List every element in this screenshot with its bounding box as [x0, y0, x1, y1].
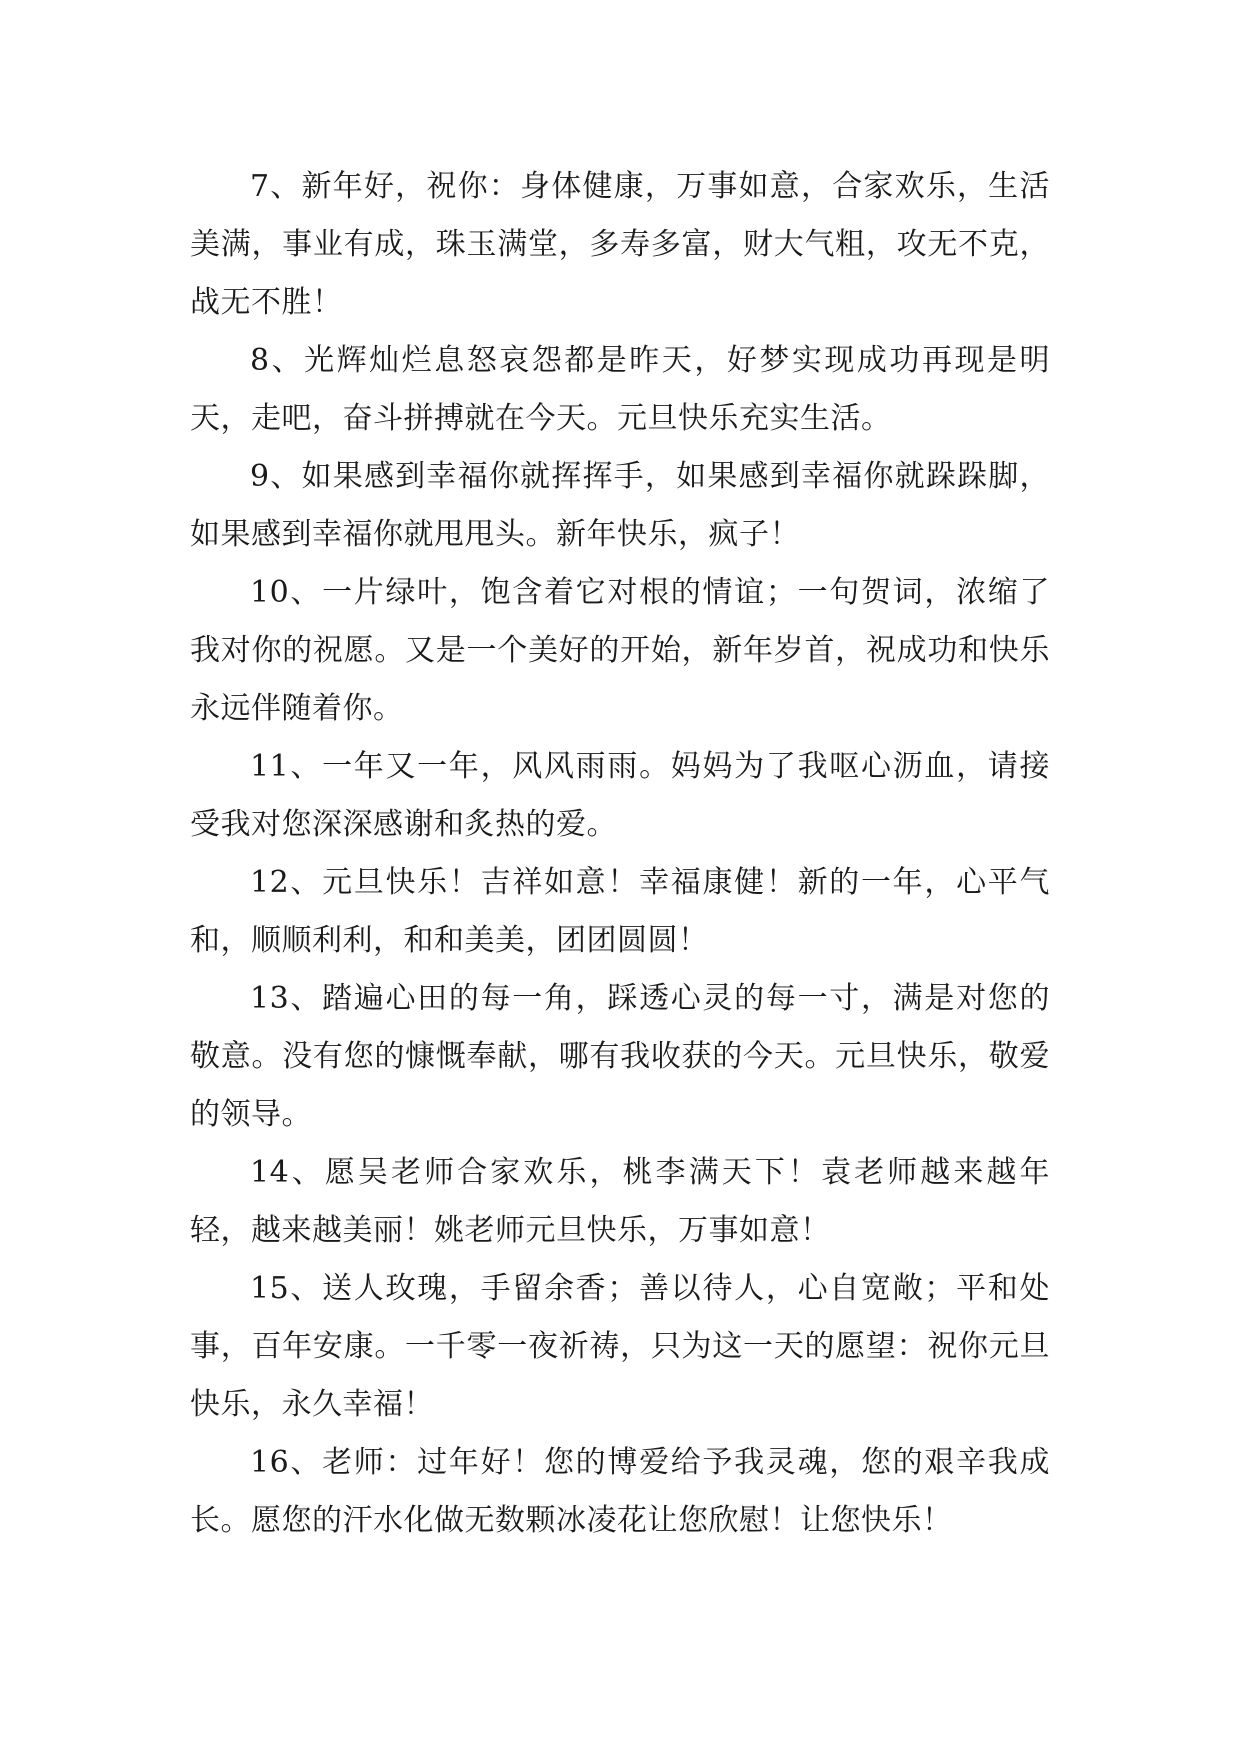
paragraph-11: 11、一年又一年，风风雨雨。妈妈为了我呕心沥血，请接受我对您深深感谢和炙热的爱。	[190, 749, 1050, 842]
document-page	[190, 158, 1050, 1550]
paragraph-13: 13、踏遍心田的每一角，踩透心灵的每一寸，满是对您的敬意。没有您的慷慨奉献，哪有我收获的今天。元旦快乐，敬爱的领导。	[190, 981, 1050, 1132]
paragraph-15: 15、送人玫瑰，手留余香；善以待人，心自宽敞；平和处事，百年安康。一千零一夜祈祷，只为这一天的愿望：祝你元旦快乐，永久幸福！	[190, 1271, 1050, 1422]
paragraph-10: 10、一片绿叶，饱含着它对根的情谊；一句贺词，浓缩了我对你的祝愿。又是一个美好的开始，新年岁首，祝成功和快乐永远伴随着你。	[190, 575, 1050, 726]
paragraph-7: 7、新年好，祝你：身体健康，万事如意，合家欢乐，生活美满，事业有成，珠玉满堂，多寿多富，财大气粗，攻无不克，战无不胜！	[190, 169, 1050, 320]
paragraph-12: 12、元旦快乐！吉祥如意！幸福康健！新的一年，心平气和，顺顺利利，和和美美，团团圆圆！	[190, 865, 1050, 958]
paragraph-14: 14、愿吴老师合家欢乐，桃李满天下！袁老师越来越年轻，越来越美丽！姚老师元旦快乐，万事如意！	[190, 1155, 1050, 1248]
paragraph-9: 9、如果感到幸福你就挥挥手，如果感到幸福你就跺跺脚，如果感到幸福你就甩甩头。新年快乐，疯子！	[190, 459, 1050, 552]
paragraph-8: 8、光辉灿烂息怒哀怨都是昨天，好梦实现成功再现是明天，走吧，奋斗拼搏就在今天。元旦快乐充实生活。	[190, 343, 1050, 436]
paragraph-16: 16、老师：过年好！您的博爱给予我灵魂，您的艰辛我成长。愿您的汗水化做无数颗冰凌花让您欣慰！让您快乐！	[190, 1445, 1050, 1538]
